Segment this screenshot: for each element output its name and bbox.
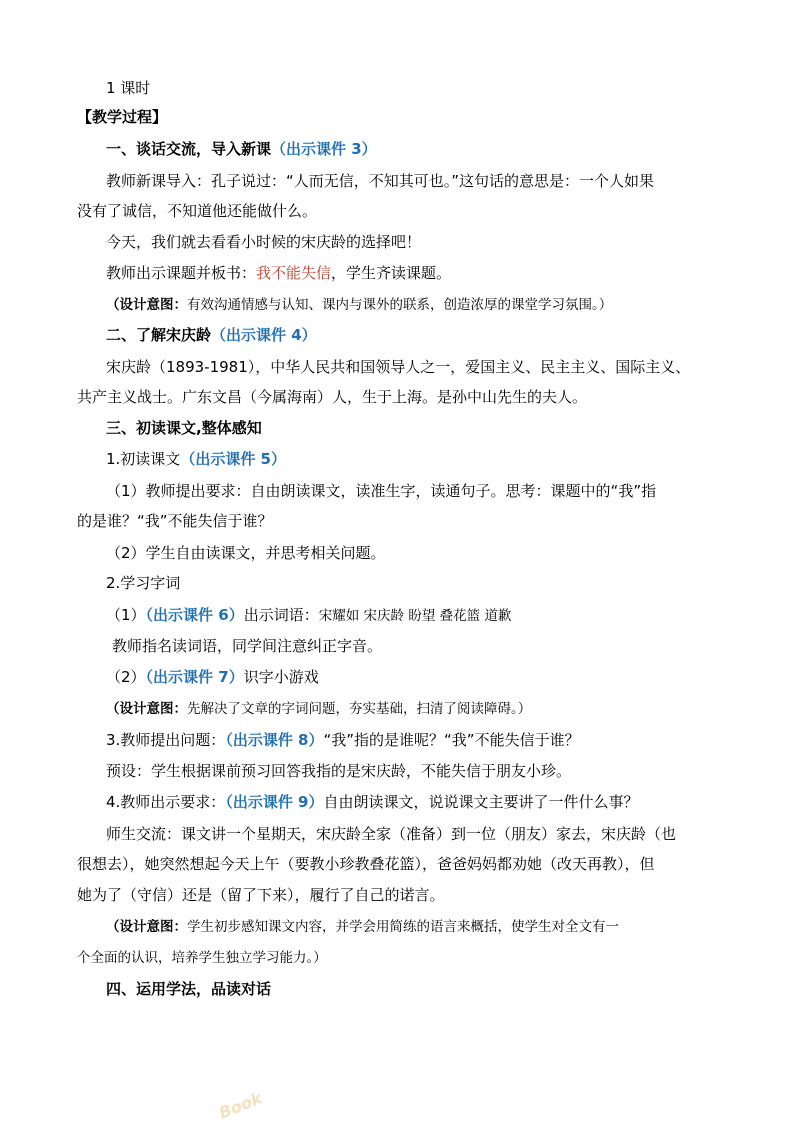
subheading-line: 2.学习字词 [106, 574, 181, 592]
paragraph-line [106, 667, 319, 687]
courseware-ref-7: （出示课件 7） [145, 668, 244, 686]
paragraph-line: 今天，我们就去看看小时候的宋庆龄的选择吧！ [106, 233, 422, 251]
text-span: 识字小游戏 [243, 668, 319, 686]
design-intent-note [106, 295, 612, 315]
courseware-ref-9: （出示课件 9） [225, 793, 324, 811]
paragraph-line [106, 792, 639, 812]
paragraph-line: 宋庆龄（1893-1981），中华人民共和国领导人之一，爱国主义、民主主义、国际主义、 [106, 358, 691, 376]
vocabulary-list: 宋耀如 宋庆龄 盼望 叠花篮 道歉 [318, 608, 512, 624]
lesson-title-highlight: 我不能失信 [256, 264, 332, 282]
paragraph-line [106, 605, 511, 626]
text-span: ，学生齐读课题。 [331, 264, 452, 282]
design-intent-text: 学生初步感知课文内容，并学会用简练的语言来概括，使学生对全文有一 [187, 919, 619, 935]
design-intent-text: 先解决了文章的字词问题，夯实基础，扫清了阅读障碍。） [187, 701, 532, 717]
paragraph-line: 教师新课导入：孔子说过：“人而无信，不知其可也。”这句话的意思是：一个人如果 [106, 172, 655, 190]
design-intent-label: （设计意图： [106, 297, 187, 313]
design-intent-note [106, 699, 531, 719]
section-title-teaching-process: 【教学过程】 [77, 108, 168, 126]
heading-4: 四、运用学法，品读对话 [106, 980, 272, 998]
paragraph-line: 的是谁？“我”不能失信于谁？ [77, 512, 273, 530]
courseware-ref-4: （出示课件 4） [211, 326, 317, 344]
courseware-ref-3: （出示课件 3） [271, 140, 377, 158]
paragraph-line: 她为了（守信）还是（留了下来），履行了自己的诺言。 [77, 886, 445, 904]
paragraph-line: 没有了诚信，不知道他还能做什么。 [77, 202, 318, 220]
paragraph-line: 预设：学生根据课前预习回答我指的是宋庆龄，不能失信于朋友小珍。 [106, 762, 572, 780]
paragraph-line: 师生交流：课文讲一个星期天，宋庆龄全家（准备）到一位（朋友）家去，宋庆龄（也 [106, 825, 677, 843]
heading-3: 三、初读课文,整体感知 [106, 419, 262, 437]
heading-2 [106, 325, 317, 345]
design-intent-text: 有效沟通情感与认知、课内与课外的联系，创造浓厚的课堂学习氛围。） [187, 297, 613, 313]
paragraph-line: （1）教师提出要求：自由朗读课文，读准生字，读通句子。思考：课题中的“我”指 [106, 482, 657, 500]
courseware-ref-8: （出示课件 8） [225, 731, 324, 749]
text-span: （2） [106, 668, 146, 686]
paragraph-line: 教师指名读词语，同学间注意纠正字音。 [112, 637, 383, 655]
courseware-ref-5: （出示课件 5） [180, 450, 286, 468]
design-intent-label: （设计意图： [106, 919, 187, 935]
subheading-text: 1.初读课文 [106, 450, 181, 468]
heading-1 [106, 139, 377, 159]
watermark-logo: Book [216, 1088, 265, 1123]
heading-2-text: 二、了解宋庆龄 [106, 326, 212, 344]
lesson-duration: 1 课时 [106, 79, 151, 97]
design-intent-note [106, 917, 619, 937]
text-span: 出示词语： [243, 606, 319, 624]
courseware-ref-6: （出示课件 6） [145, 606, 244, 624]
text-span: “我”指的是谁呢？“我”不能失信于谁？ [323, 731, 580, 749]
paragraph-line [106, 730, 580, 750]
paragraph-line: （2）学生自由读课文，并思考相关问题。 [106, 544, 386, 562]
text-span: 3.教师提出问题： [106, 731, 226, 749]
paragraph-line: 很想去），她突然想起今天上午（要教小珍教叠花篮），爸爸妈妈都劝她（改天再教），但 [77, 855, 655, 873]
text-span: （1） [106, 606, 146, 624]
text-span: 自由朗读课文，说说课文主要讲了一件什么事？ [323, 793, 639, 811]
design-intent-continued: 个全面的认识，培养学生独立学习能力。） [77, 950, 327, 966]
paragraph-line: 共产主义战士。广东文昌（今属海南）人，生于上海。是孙中山先生的夫人。 [77, 388, 588, 406]
paragraph-line [106, 263, 451, 283]
text-span: 4.教师出示要求： [106, 793, 226, 811]
heading-1-text: 一、谈话交流，导入新课 [106, 140, 272, 158]
design-intent-label: （设计意图： [106, 701, 187, 717]
subheading-line [106, 449, 286, 469]
text-span: 教师出示课题并板书： [106, 264, 257, 282]
